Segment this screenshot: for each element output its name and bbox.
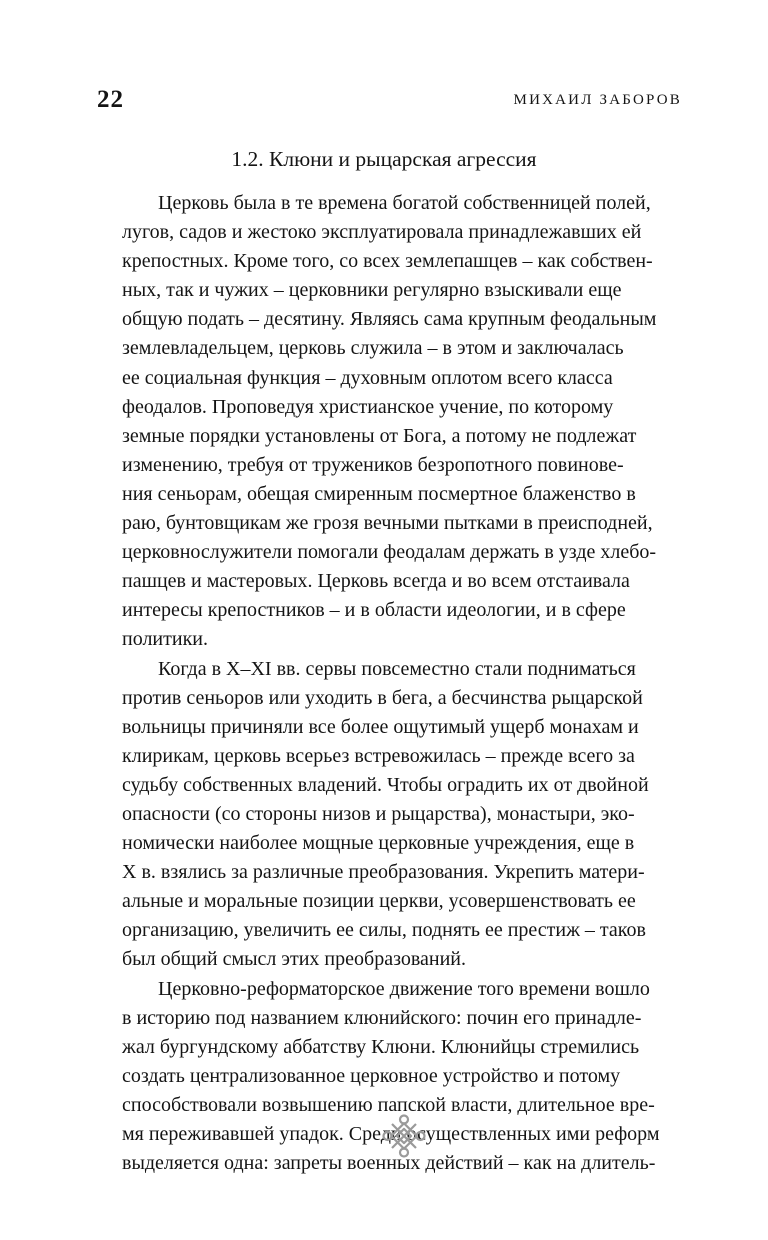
text-line: жал бургундскому аббатству Клюни. Клюнийцы стремились bbox=[122, 1035, 640, 1058]
text-line: политики. bbox=[122, 628, 208, 651]
text-line: Когда в X–XI вв. сервы повсеместно стали подниматься bbox=[158, 657, 636, 680]
text-line: феодалов. Проповедуя христианское учение, по которому bbox=[122, 395, 614, 418]
text-line: в историю под названием клюнийского: почин его принадле- bbox=[122, 1006, 642, 1029]
text-line: организацию, увеличить ее силы, поднять ее престиж – таков bbox=[122, 919, 646, 942]
text-line: альные и моральные позиции церкви, усовершенствовать ее bbox=[122, 890, 636, 913]
text-line: выделяется одна: запреты военных действий – как на длитель- bbox=[122, 1152, 656, 1175]
text-line: был общий смысл этих преобразований. bbox=[122, 948, 467, 971]
text-line: вольницы причиняли все более ощутимый ущерб монахам и bbox=[122, 715, 639, 738]
text-line: изменению, требуя от тружеников безропотного повинове- bbox=[122, 453, 624, 476]
text-line: лугов, садов и жестоко эксплуатировала принадлежавших ей bbox=[122, 221, 642, 244]
text-line: ных, так и чужих – церковники регулярно взыскивали еще bbox=[122, 279, 622, 302]
celtic-knot-icon bbox=[382, 1114, 426, 1158]
text-line: судьбу собственных владений. Чтобы оградить их от двойной bbox=[122, 773, 649, 796]
text-line: Церковь была в те времена богатой собственницей полей, bbox=[158, 192, 651, 214]
section-title: 1.2. Клюни и рыцарская агрессия bbox=[231, 147, 537, 171]
text-line: земные порядки установлены от Бога, а потому не подлежат bbox=[122, 424, 637, 447]
text-line: землевладельцем, церковь служила – в этом и заключалась bbox=[122, 337, 624, 360]
text-line: церковнослужители помогали феодалам держать в узде хлебо- bbox=[122, 541, 657, 564]
text-line: интересы крепостников – и в области идеологии, и в сфере bbox=[122, 599, 626, 622]
running-head: МИХАИЛ ЗАБОРОВ bbox=[513, 92, 682, 108]
text-line: Церковно-реформаторское движение того времени вошло bbox=[158, 977, 650, 1000]
paragraph-2 bbox=[122, 655, 686, 975]
text-line: общую подать – десятину. Являясь сама крупным феодальным bbox=[122, 308, 657, 331]
text-line: мя переживавшей упадок. Среди осуществленных ими реформ bbox=[122, 1123, 660, 1145]
text-line: против сеньоров или уходить в бега, а бесчинства рыцарской bbox=[122, 686, 643, 709]
text-line: номически наиболее мощные церковные учреждения, еще в bbox=[122, 832, 635, 855]
text-line: опасности (со стороны низов и рыцарства), монастыри, эко- bbox=[122, 802, 635, 825]
body-text bbox=[122, 189, 686, 1178]
paragraph-1 bbox=[122, 189, 686, 655]
text-line: клирикам, церковь всерьез встревожилась – прежде всего за bbox=[122, 744, 635, 767]
text-line: ния сеньорам, обещая смиренным посмертное блаженство в bbox=[122, 482, 636, 505]
text-line: пашцев и мастеровых. Церковь всегда и во всем отстаивала bbox=[122, 570, 630, 593]
text-line: ее социальная функция – духовным оплотом всего класса bbox=[122, 366, 613, 389]
text-line: крепостных. Кроме того, со всех землепашцев – как собствен- bbox=[122, 250, 653, 273]
text-line: X в. взялись за различные преобразования. Укрепить матери- bbox=[122, 861, 645, 884]
text-line: раю, бунтовщикам же грозя вечными пытками в преисподней, bbox=[122, 512, 653, 535]
page-number: 22 bbox=[97, 86, 124, 113]
text-line: создать централизованное церковное устройство и потому bbox=[122, 1064, 621, 1087]
text-line: способствовали возвышению папской власти, длительное вре- bbox=[122, 1093, 655, 1116]
